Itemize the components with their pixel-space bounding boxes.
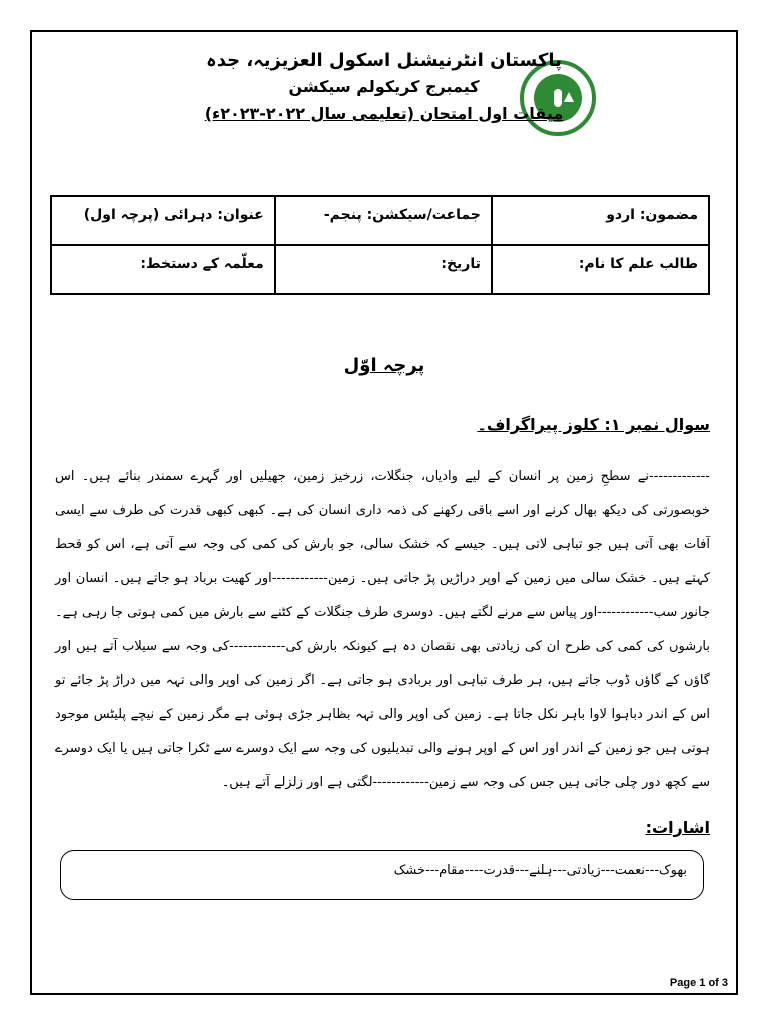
class-section-cell: جماعت/سیکشن: پنجم- [275,196,492,245]
question-heading: سوال نمبر ۱: کلوز پیراگراف۔ [477,415,710,434]
document-header [60,44,708,154]
section-name: کیمبرج کریکولم سیکشن [288,77,480,96]
hints-words: بھوک---نعمت---زیادتی---ہلنے---قدرت----مقام---خشک [393,863,687,878]
date-cell: تاریخ: [275,245,492,294]
hints-heading: اشارات: [645,818,710,837]
topic-cell: عنوان: دہرائی (پرچہ اول) [51,196,275,245]
school-name: پاکستان انٹرنیشنل اسکول العزیزیہ، جدہ [206,50,562,71]
exam-title: میقات اول امتحان (تعلیمی سال ۲۰۲۲-۲۰۲۳ء) [204,104,564,123]
subject-cell: مضمون: اردو [492,196,709,245]
student-info-table [50,195,710,295]
teacher-signature-cell: معلّمہ کے دستخط: [51,245,275,294]
student-name-cell: طالب علم کا نام: [492,245,709,294]
hints-box [60,850,704,900]
paper-heading: پرچہ اوّل [343,355,425,376]
cloze-passage: -------------نے سطحِ زمین پر انسان کے لیے وادیاں، جنگلات، زرخیز زمین، جھیلیں اور گہرے سمندر بنائے ہیں۔ اس خوبصورتی کی دیکھ بھال کرنے اور اسے باقی رکھنے کی ذمہ داری انسان کی ہے۔ کبھی کبھی قدرت کی طرف سے ایسی آفات بھی آتی ہیں جو تباہی لاتی ہیں۔ جیسے کہ خشک سالی، جو بارش کی کمی کی وجہ سے آتی ہے، اس کو قحط کہتے ہیں۔ خشک سالی میں زمین کے اوپر دراڑیں پڑ جاتی ہیں۔ زمین------------اور کھیت برباد ہو جاتے ہیں۔ انسان اور جانور سب------------اور پیاس سے مرنے لگتے ہیں۔ دوسری طرف جنگلات کے کٹنے سے بارش میں کمی ہوتی جا رہی ہے۔ بارشوں کی کمی کی طرح ان کی زیادتی بھی نقصان دہ ہے کیونکہ بارش کی------------کی وجہ سے سیلاب آتے ہیں اور گاؤں کے گاؤں ڈوب جاتے ہیں، ہر طرف تباہی اور بربادی ہو جاتی ہے۔ اگر زمین کی اوپر والی تہہ میں دراڑ پڑ جائے تو اس کے اندر دباہوا لاوا باہر نکل جاتا ہے۔ زمین کی اوپر والی تہہ بظاہر جڑی ہوئی ہے مگر زمین کے نیچے پلیٹس موجود ہوتی ہیں جو زمین کے اندر اور اس کے اوپر ہونے والی تبدیلیوں کی وجہ سے ایک دوسرے سے ٹکرا جاتی ہیں یا ایک دوسرے سے کچھ دور چلی جاتی ہیں جس کی وجہ سے زمین------------لگتی ہے اور زلزلے آتے ہیں۔ [55,469,710,790]
info-row [51,245,709,294]
page-number: Page 1 of 3 [669,977,728,989]
info-row [51,196,709,245]
